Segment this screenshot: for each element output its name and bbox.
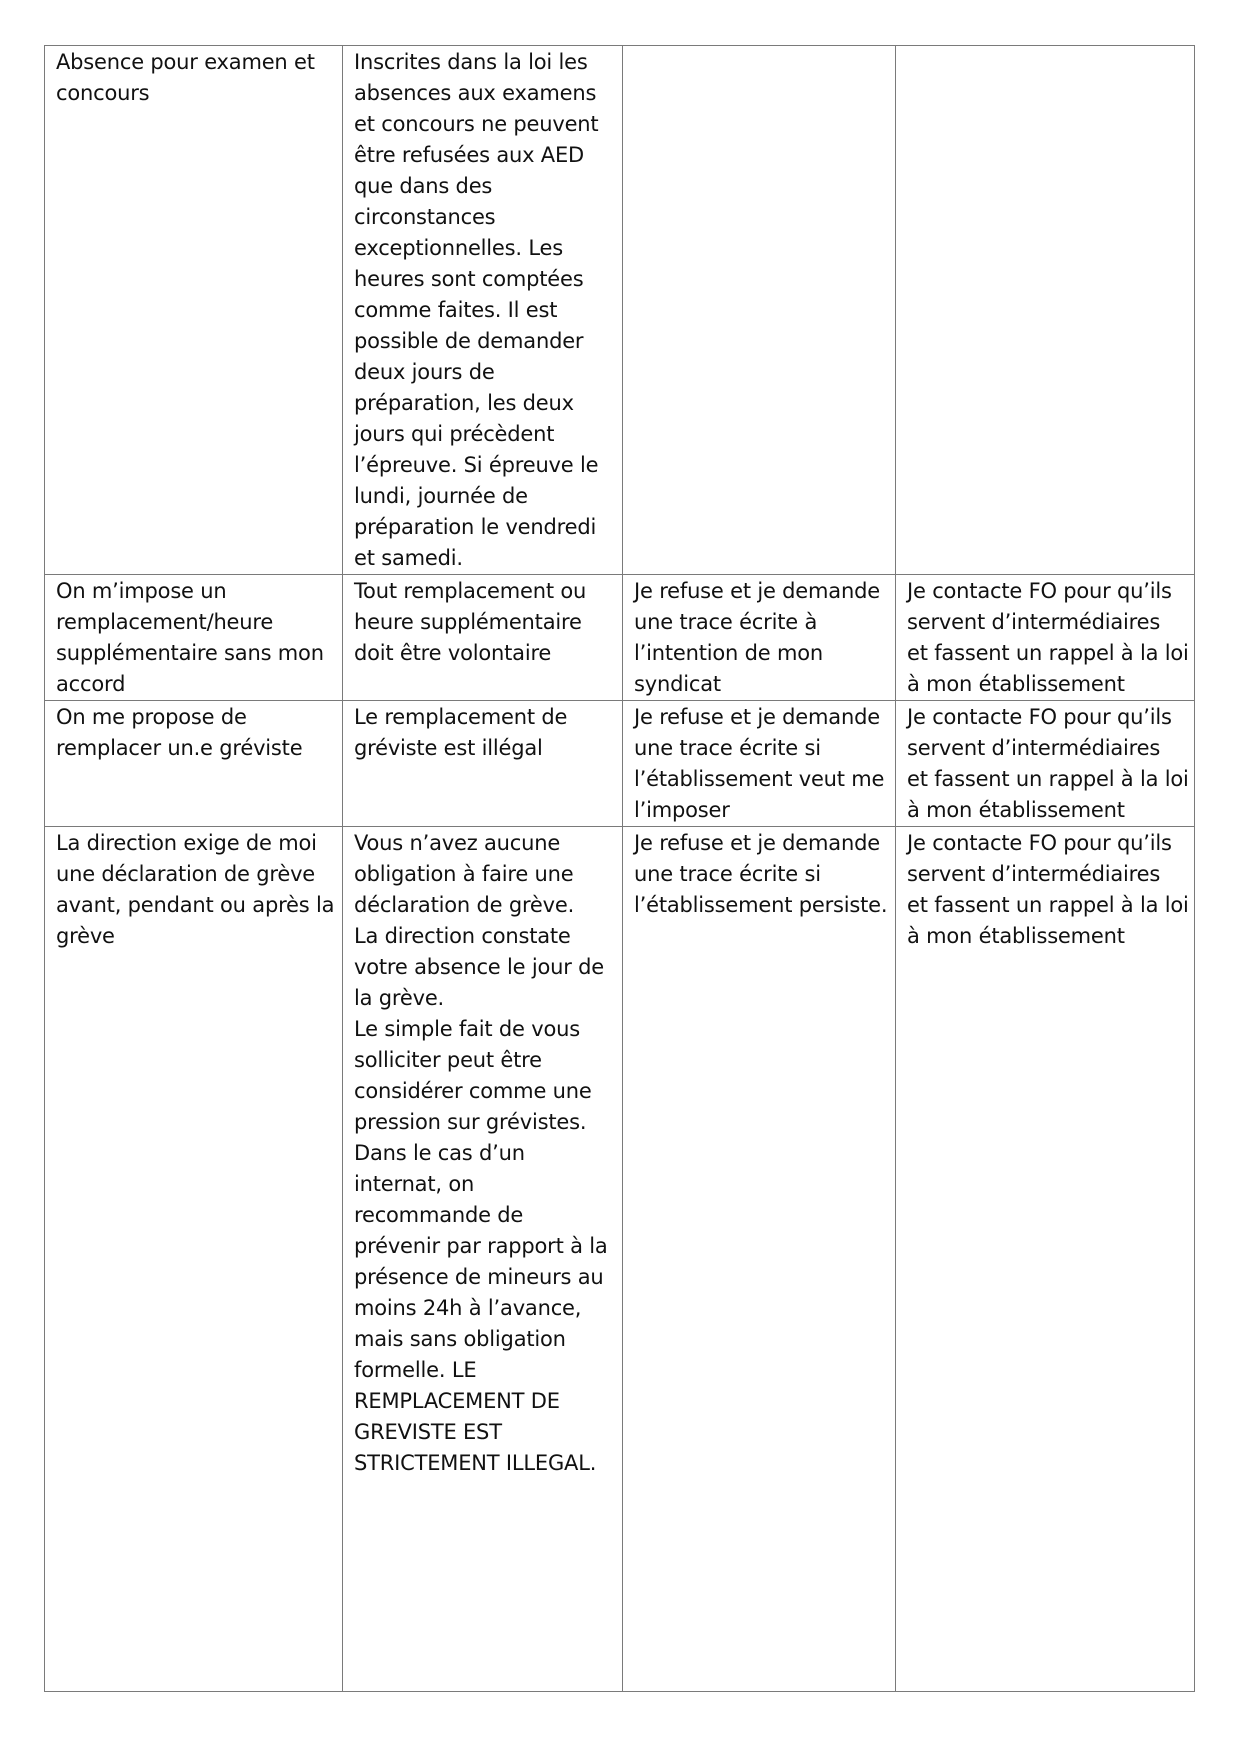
text-line: considérer comme une: [354, 1079, 592, 1103]
text-line: jours qui précèdent: [354, 422, 555, 446]
text-line: et concours ne peuvent: [354, 112, 599, 136]
text-line: Vous n’avez aucune: [354, 831, 561, 855]
table-row: [45, 575, 1195, 701]
text-line: l’épreuve. Si épreuve le: [354, 453, 599, 477]
text-line: solliciter peut être: [354, 1048, 542, 1072]
text-line: servent d’intermédiaires: [907, 736, 1161, 760]
text-line: l’intention de mon: [634, 641, 823, 665]
text-line: gréviste est illégal: [354, 736, 543, 760]
action-cell: [896, 827, 1195, 1692]
text-line: On me propose de: [56, 705, 247, 729]
action-cell: [896, 575, 1195, 701]
text-line: recommande de: [354, 1203, 524, 1227]
text-line: déclaration de grève.: [354, 893, 575, 917]
situation-cell: [45, 46, 343, 575]
text-line: possible de demander: [354, 329, 584, 353]
text-line: Je contacte FO pour qu’ils: [907, 579, 1172, 603]
text-line: internat, on: [354, 1172, 475, 1196]
text-line: prévenir par rapport à la: [354, 1234, 608, 1258]
rule-cell: [343, 575, 623, 701]
text-line: à mon établissement: [907, 924, 1125, 948]
text-line: formelle. LE: [354, 1358, 477, 1382]
rule-cell: [343, 701, 623, 827]
text-line: accord: [56, 672, 126, 696]
text-line: lundi, journée de: [354, 484, 528, 508]
text-line: à mon établissement: [907, 672, 1125, 696]
text-line: Je refuse et je demande: [634, 705, 880, 729]
response-cell: [623, 827, 896, 1692]
text-line: deux jours de: [354, 360, 495, 384]
text-line: Je contacte FO pour qu’ils: [907, 831, 1172, 855]
text-line: Je refuse et je demande: [634, 831, 880, 855]
text-line: et samedi.: [354, 546, 463, 570]
text-line: circonstances: [354, 205, 496, 229]
situation-cell: [45, 575, 343, 701]
text-line: Je refuse et je demande: [634, 579, 880, 603]
table-row: [45, 827, 1195, 1692]
text-line: Le simple fait de vous: [354, 1017, 580, 1041]
text-line: supplémentaire sans mon: [56, 641, 324, 665]
text-line: servent d’intermédiaires: [907, 862, 1161, 886]
text-line: remplacer un.e gréviste: [56, 736, 303, 760]
text-line: absences aux examens: [354, 81, 597, 105]
text-line: préparation le vendredi: [354, 515, 597, 539]
text-line: La direction exige de moi: [56, 831, 317, 855]
text-line: exceptionnelles. Les: [354, 236, 563, 260]
text-line: REMPLACEMENT DE: [354, 1389, 560, 1413]
text-line: doit être volontaire: [354, 641, 552, 665]
action-cell: [896, 701, 1195, 827]
text-line: que dans des: [354, 174, 493, 198]
text-line: une trace écrite à: [634, 610, 818, 634]
text-line: préparation, les deux: [354, 391, 574, 415]
text-line: présence de mineurs au: [354, 1265, 604, 1289]
text-line: remplacement/heure: [56, 610, 274, 634]
text-line: la grève.: [354, 986, 445, 1010]
rule-cell: [343, 827, 623, 1692]
text-line: une trace écrite si: [634, 736, 821, 760]
text-line: STRICTEMENT ILLEGAL.: [354, 1451, 597, 1475]
text-line: concours: [56, 81, 150, 105]
text-line: obligation à faire une: [354, 862, 574, 886]
text-line: comme faites. Il est: [354, 298, 558, 322]
table-row: [45, 701, 1195, 827]
text-line: pression sur grévistes.: [354, 1110, 587, 1134]
text-line: une trace écrite si: [634, 862, 821, 886]
text-line: servent d’intermédiaires: [907, 610, 1161, 634]
situation-cell: [45, 827, 343, 1692]
action-cell: [896, 46, 1195, 575]
text-line: et fassent un rappel à la loi: [907, 641, 1189, 665]
text-line: l’établissement veut me: [634, 767, 885, 791]
situations-table: [44, 45, 1195, 1692]
response-cell: [623, 701, 896, 827]
text-line: l’imposer: [634, 798, 730, 822]
text-line: avant, pendant ou après la: [56, 893, 335, 917]
text-line: heure supplémentaire: [354, 610, 582, 634]
text-line: une déclaration de grève: [56, 862, 316, 886]
text-line: GREVISTE EST: [354, 1420, 502, 1444]
response-cell: [623, 46, 896, 575]
text-line: La direction constate: [354, 924, 571, 948]
text-line: votre absence le jour de: [354, 955, 604, 979]
text-line: Dans le cas d’un: [354, 1141, 525, 1165]
rule-cell: [343, 46, 623, 575]
text-line: syndicat: [634, 672, 721, 696]
text-line: grève: [56, 924, 115, 948]
text-line: à mon établissement: [907, 798, 1125, 822]
response-cell: [623, 575, 896, 701]
text-line: Le remplacement de: [354, 705, 568, 729]
text-line: heures sont comptées: [354, 267, 584, 291]
text-line: mais sans obligation: [354, 1327, 566, 1351]
text-line: Inscrites dans la loi les: [354, 50, 588, 74]
text-line: Tout remplacement ou: [354, 579, 587, 603]
text-line: être refusées aux AED: [354, 143, 584, 167]
text-line: Absence pour examen et: [56, 50, 315, 74]
text-line: et fassent un rappel à la loi: [907, 893, 1189, 917]
table-row: [45, 46, 1195, 575]
text-line: moins 24h à l’avance,: [354, 1296, 582, 1320]
text-line: l’établissement persiste.: [634, 893, 888, 917]
text-line: et fassent un rappel à la loi: [907, 767, 1189, 791]
situation-cell: [45, 701, 343, 827]
text-line: Je contacte FO pour qu’ils: [907, 705, 1172, 729]
text-line: On m’impose un: [56, 579, 227, 603]
